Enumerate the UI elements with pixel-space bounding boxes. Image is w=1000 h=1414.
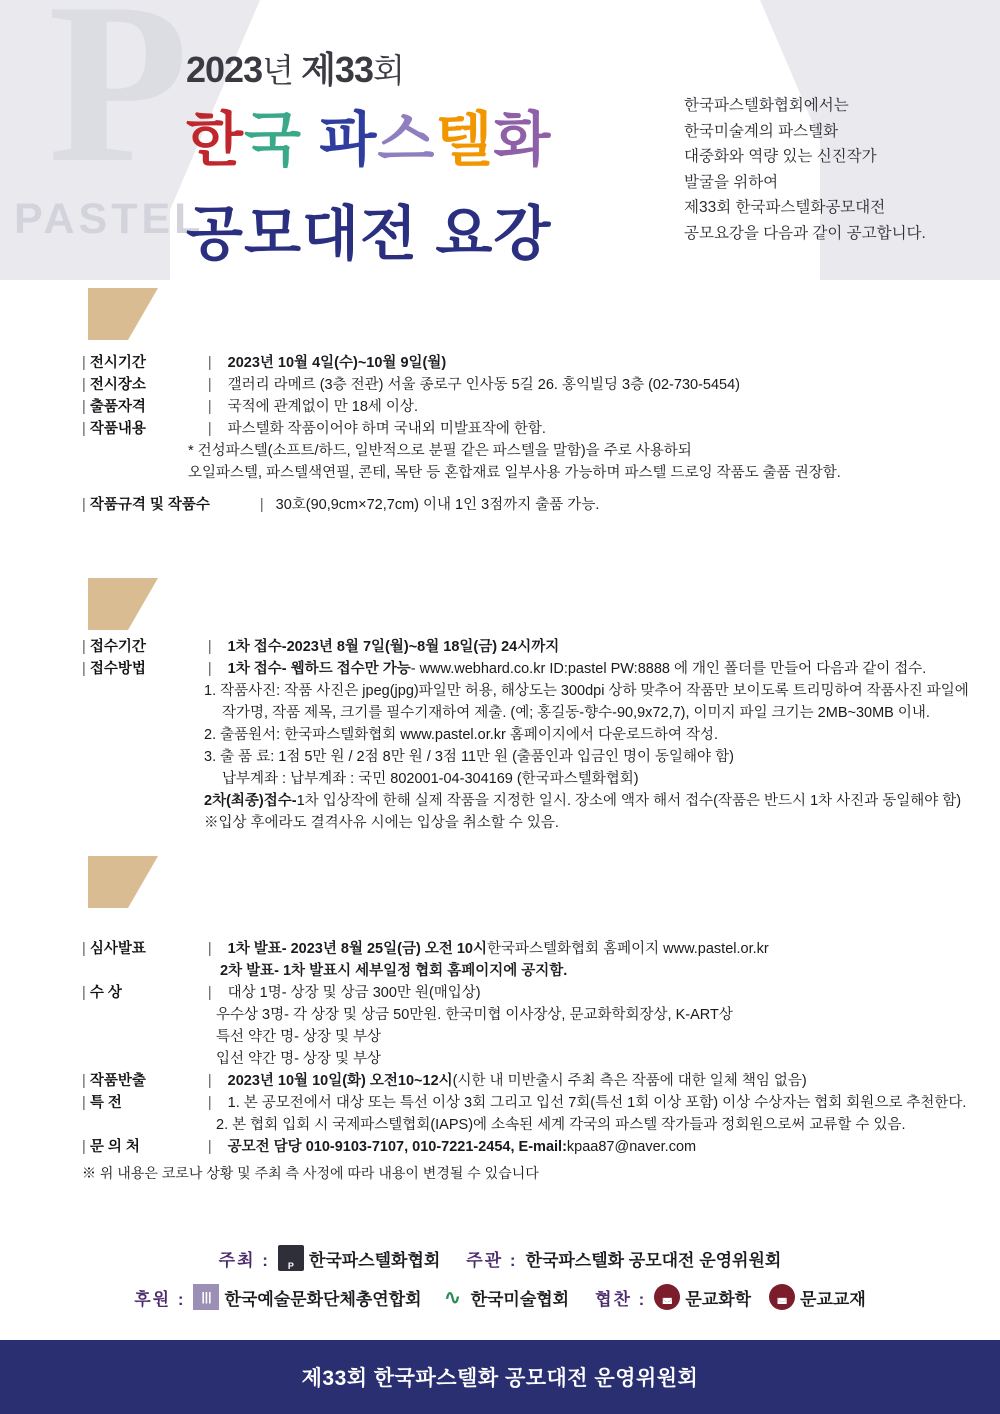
value-contact-bold: 공모전 담당 010-9103-7107, 010-7221-2454, E-mail: bbox=[227, 1139, 567, 1155]
supporter-1-name: 한국예술문화단체총연합회 bbox=[224, 1289, 422, 1309]
label-application-period: 접수기간 bbox=[89, 639, 146, 655]
sponsor-2 bbox=[769, 1284, 866, 1310]
value-work-pickup-rest: (시한 내 미반출시 주최 측은 작품에 대한 일체 책임 없음) bbox=[452, 1073, 807, 1089]
label-spec: 작품규격 및 작품수 bbox=[89, 497, 210, 513]
value-judging-first-bold: 1차 발표- 2023년 8월 25일(금) 오전 10시 bbox=[227, 941, 487, 957]
row-contact: | 문 의 처 | 공모전 담당 010-9103-7107, 010-7221-2454, E-mail:kpaa87@naver.com bbox=[82, 1136, 966, 1158]
label-work-pickup: 작품반출 bbox=[89, 1073, 146, 1089]
mungyo-chemical-logo-icon: ◛ bbox=[654, 1284, 680, 1310]
organizations bbox=[0, 1245, 1000, 1323]
value-judging-second: 2차 발표- 1차 발표시 세부일정 협회 홈페이지에 공지함. bbox=[220, 963, 568, 979]
sponsor-1-name: 문교화학 bbox=[685, 1289, 752, 1309]
header-year-suffix: 년 bbox=[262, 52, 293, 89]
value-benefit-line-2: 2. 본 협회 입회 시 국제파스텔협회(IAPS)에 소속된 세계 각국의 파스텔 작가들과 정회원으로써 교류할 수 있음. bbox=[216, 1117, 906, 1133]
supporter-2-name: 한국미술협회 bbox=[470, 1289, 570, 1309]
row-application-period: | 접수기간 | 1차 접수-2023년 8월 7일(월)~8월 18일(금) 24시까지 bbox=[82, 636, 969, 658]
second-stage-rest: 1차 입상작에 한해 실제 작품을 지정한 일시. 장소에 액자 해서 접수(작품은 반드시 1차 사진과 동일해야 함) bbox=[296, 793, 962, 809]
label-application-method: 접수방법 bbox=[89, 661, 146, 677]
header-edition-suffix: 회 bbox=[372, 52, 404, 89]
watermark-pastel-word: PASTEL bbox=[14, 195, 205, 243]
value-award-line-3: 특선 약간 명- 상장 및 부상 bbox=[216, 1029, 382, 1045]
second-stage-bold: 2차(최종)접수- bbox=[204, 793, 297, 809]
organizer-label: 주관 : bbox=[466, 1250, 518, 1270]
value-application-method-bold: 1차 접수- 웹하드 접수만 가능 bbox=[227, 661, 411, 677]
section-3-footnote: ※ 위 내용은 코로나 상황 및 주최 측 사정에 따라 내용이 변경될 수 있습니다 bbox=[82, 1165, 539, 1181]
header-desc-line-6: 공모요강을 다음과 같이 공고합니다. bbox=[684, 224, 926, 242]
supporter-label: 후원 : bbox=[134, 1289, 186, 1309]
sponsor-2-name: 문교교재 bbox=[800, 1289, 866, 1309]
row-work-pickup: | 작품반출 | 2023년 10월 10일(화) 오전10~12시(시한 내 미반출시 주최 측은 작품에 대한 일체 책임 없음) bbox=[82, 1070, 966, 1092]
value-spec: 30호(90,9cm×72,7cm) 이내 1인 3점까지 출품 가능. bbox=[275, 497, 600, 513]
value-work-pickup-bold: 2023년 10월 10일(화) 오전10~12시 bbox=[227, 1073, 453, 1089]
label-work-content: 작품내용 bbox=[89, 421, 146, 437]
application-item-2: 2. 출품원서: 한국파스텔화협회 www.pastel.or.kr 홈페이지에서 다운로드하여 작성. bbox=[204, 727, 719, 743]
value-application-method-rest: - www.webhard.co.kr ID:pastel PW:8888 에 개인 폴더를 만들어 다음과 같이 접수. bbox=[410, 661, 927, 677]
value-work-content: 파스텔화 작품이어야 하며 국내외 미발표작에 한함. bbox=[227, 421, 546, 437]
section-3-block bbox=[82, 938, 966, 1184]
title-char-3: 파 bbox=[302, 107, 378, 173]
row-judging-announcement: | 심사발표 | 1차 발표- 2023년 8월 25일(금) 오전 10시한국파스텔화협회 홈페이지 www.pastel.or.kr bbox=[82, 938, 966, 960]
value-exhibition-venue: 갤러리 라메르 (3층 전관) 서울 종로구 인사동 5길 26. 홍익빌딩 3층 (02-730-5454) bbox=[227, 377, 740, 393]
arts-council-logo-icon: ||| bbox=[193, 1284, 219, 1310]
label-exhibition-venue: 전시장소 bbox=[89, 377, 146, 393]
footer-bar bbox=[0, 1340, 1000, 1414]
host-label: 주최 : bbox=[218, 1250, 270, 1270]
header-desc-line-2: 한국미술계의 파스텔화 bbox=[684, 122, 839, 140]
label-benefits: 특 전 bbox=[89, 1095, 122, 1111]
title-char-5: 텔 bbox=[435, 107, 494, 173]
title-char-2: 국 bbox=[244, 107, 302, 173]
label-eligibility: 출품자격 bbox=[89, 399, 146, 415]
host-org-name: 한국파스텔화협회 bbox=[308, 1250, 441, 1270]
header-desc-line-1: 한국파스텔화협회에서는 bbox=[684, 97, 849, 114]
application-second-stage bbox=[82, 790, 969, 812]
value-award-line-4: 입선 약간 명- 상장 및 부상 bbox=[216, 1051, 382, 1067]
value-contact-email[interactable]: kpaa87@naver.com bbox=[566, 1139, 697, 1155]
label-awards: 수 상 bbox=[89, 985, 122, 1001]
host-org bbox=[278, 1245, 440, 1271]
title-line-1 bbox=[186, 92, 551, 177]
title-char-4: 스 bbox=[377, 107, 436, 173]
label-exhibition-period: 전시기간 bbox=[89, 355, 146, 371]
section-1-block bbox=[82, 352, 841, 516]
supporter-2 bbox=[440, 1284, 570, 1310]
title-char-6: 화 bbox=[493, 107, 552, 173]
title-line-2: 공모대전 요강 bbox=[186, 201, 552, 267]
application-item-3: 3. 출 품 료: 1점 5만 원 / 2점 8만 원 / 3점 11만 원 (출품인과 입금인 명이 동일해야 함) bbox=[204, 749, 734, 765]
sponsor-1 bbox=[654, 1284, 751, 1310]
pastel-association-logo-icon: P bbox=[278, 1245, 304, 1271]
organizer-name: 한국파스텔화 공모대전 운영위원회 bbox=[525, 1250, 782, 1270]
row-application-method: | 접수방법 | 1차 접수- 웹하드 접수만 가능- www.webhard.co.kr ID:pastel PW:8888 에 개인 폴더를 만들어 다음과 같이 접수. bbox=[82, 658, 969, 680]
value-benefit-line-1: 1. 본 공모전에서 대상 또는 특선 이상 3회 그리고 입선 7회(특선 1회 이상 포함) 이상 수상자는 협회 회원으로 추천한다. bbox=[227, 1095, 967, 1111]
application-item-1-cont: 작가명, 작품 제목, 크기를 필수기재하여 제출. (예; 홍길동-향수-90,9x72,7), 이미지 파일 크기는 2MB~30MB 이내. bbox=[222, 705, 930, 721]
header-edition: 제33 bbox=[301, 49, 373, 90]
row-eligibility: | 출품자격 | 국적에 관계없이 만 18세 이상. bbox=[82, 396, 841, 418]
watermark bbox=[10, 0, 205, 270]
mungyo-materials-logo-icon: ◛ bbox=[769, 1284, 795, 1310]
row-spec: | 작품규격 및 작품수 | 30호(90,9cm×72,7cm) 이내 1인 3점까지 출품 가능. bbox=[82, 494, 841, 516]
value-judging-first-rest: 한국파스텔화협회 홈페이지 www.pastel.or.kr bbox=[487, 941, 769, 957]
section-2-block bbox=[82, 636, 969, 834]
value-award-line-2: 우수상 3명- 각 상장 및 상금 50만원. 한국미협 이사장상, 문교화학회장상, K-ART상 bbox=[216, 1007, 733, 1023]
value-eligibility: 국적에 관계없이 만 18세 이상. bbox=[227, 399, 418, 415]
value-application-period: 1차 접수-2023년 8월 7일(월)~8월 18일(금) 24시까지 bbox=[227, 639, 560, 655]
footer-text: 제33회 한국파스텔화 공모대전 운영위원회 bbox=[301, 1367, 699, 1390]
row-benefits: | 특 전 | 1. 본 공모전에서 대상 또는 특선 이상 3회 그리고 입선 7회(특선 1회 이상 포함) 이상 수상자는 협회 회원으로 추천한다. bbox=[82, 1092, 966, 1114]
value-exhibition-period: 2023년 10월 4일(수)~10월 9일(월) bbox=[227, 355, 447, 371]
header-year-line bbox=[186, 42, 404, 93]
header-year: 2023 bbox=[186, 49, 263, 90]
value-award-line-1: 대상 1명- 상장 및 상금 300만 원(매입상) bbox=[227, 985, 481, 1001]
organizations-row-2 bbox=[0, 1284, 1000, 1310]
work-content-sub-1: * 건성파스텔(소프트/하드, 일반적으로 분필 같은 파스텔을 말함)을 주로 사용하되 bbox=[188, 443, 692, 459]
header-desc-line-3: 대중화와 역량 있는 신진작가 bbox=[684, 148, 877, 165]
label-contact: 문 의 처 bbox=[89, 1139, 140, 1155]
application-item-3-account: 납부계좌 : 납부계좌 : 국민 802001-04-304169 (한국파스텔화협회) bbox=[222, 771, 639, 787]
supporter-1 bbox=[193, 1284, 421, 1310]
row-awards: | 수 상 | 대상 1명- 상장 및 상금 300만 원(매입상) bbox=[82, 982, 966, 1004]
header-desc-line-5: 제33회 한국파스텔화공모대전 bbox=[684, 199, 886, 216]
label-judging-announcement: 심사발표 bbox=[89, 941, 146, 957]
application-item-1: 1. 작품사진: 작품 사진은 jpeg(jpg)파일만 허용, 해상도는 300dpi 상하 맞추어 작품만 보이도록 트리밍하여 작품사진 파일에 bbox=[204, 683, 969, 699]
work-content-sub-2: 오일파스텔, 파스텔색연필, 콘테, 목탄 등 혼합재료 일부사용 가능하며 파스텔 드로잉 작품도 출품 권장함. bbox=[188, 465, 841, 481]
header-desc-line-4: 발굴을 위하여 bbox=[684, 173, 779, 191]
header-description bbox=[684, 93, 926, 246]
title-char-1: 한 bbox=[186, 107, 244, 173]
organizations-row-1 bbox=[0, 1245, 1000, 1271]
fine-arts-association-logo-icon: ∿ bbox=[444, 1286, 461, 1309]
row-exhibition-venue: | 전시장소 | 갤러리 라메르 (3층 전관) 서울 종로구 인사동 5길 26. 홍익빌딩 3층 (02-730-5454) bbox=[82, 374, 841, 396]
application-note: ※입상 후에라도 결격사유 시에는 입상을 취소할 수 있음. bbox=[204, 815, 559, 831]
row-work-content: | 작품내용 | 파스텔화 작품이어야 하며 국내외 미발표작에 한함. bbox=[82, 418, 841, 440]
header-banner bbox=[0, 0, 1000, 280]
row-exhibition-period: | 전시기간 | 2023년 10월 4일(수)~10월 9일(월) bbox=[82, 352, 841, 374]
sponsor-label: 협찬 : bbox=[595, 1289, 647, 1309]
watermark-p-letter: P bbox=[48, 0, 181, 210]
